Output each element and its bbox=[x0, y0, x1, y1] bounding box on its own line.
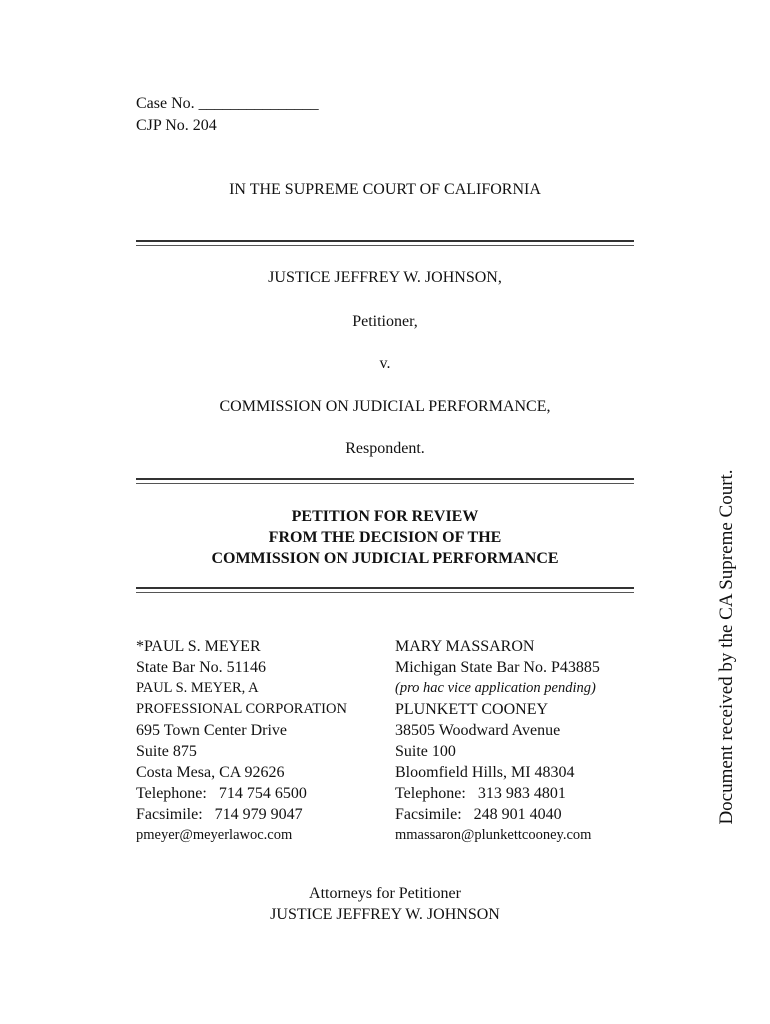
attorney-city: Bloomfield Hills, MI 48304 bbox=[395, 764, 575, 781]
attorney-firm: PLUNKETT COONEY bbox=[395, 701, 549, 718]
attorney-firm-line-2: PROFESSIONAL CORPORATION bbox=[136, 701, 347, 717]
petitioner-role: Petitioner, bbox=[352, 313, 418, 330]
document-title-line-2: FROM THE DECISION OF THE bbox=[268, 529, 502, 546]
attorney-note: (pro hac vice application pending) bbox=[395, 680, 596, 696]
divider-1b bbox=[136, 245, 634, 246]
attorney-address-2: Suite 875 bbox=[136, 743, 197, 760]
attorney-address-1: 38505 Woodward Avenue bbox=[395, 722, 561, 739]
petitioner-name: JUSTICE JEFFREY W. JOHNSON, bbox=[268, 269, 502, 286]
attorney-telephone: Telephone: 714 754 6500 bbox=[136, 785, 307, 802]
divider-2b bbox=[136, 483, 634, 484]
divider-3b bbox=[136, 592, 634, 593]
attorney-name: MARY MASSARON bbox=[395, 638, 535, 655]
respondent-name: COMMISSION ON JUDICIAL PERFORMANCE, bbox=[219, 398, 551, 415]
divider-1 bbox=[136, 240, 634, 242]
attorney-facsimile: Facsimile: 714 979 9047 bbox=[136, 806, 303, 823]
attorneys-for-label: Attorneys for Petitioner bbox=[309, 885, 461, 902]
cjp-number: CJP No. 204 bbox=[136, 117, 217, 134]
document-title-line-3: COMMISSION ON JUDICIAL PERFORMANCE bbox=[211, 550, 559, 567]
attorney-email: pmeyer@meyerlawoc.com bbox=[136, 827, 293, 843]
attorney-bar-number: State Bar No. 51146 bbox=[136, 659, 267, 676]
versus: v. bbox=[379, 355, 391, 372]
attorney-block-left bbox=[136, 636, 347, 846]
received-stamp: Document received by the CA Supreme Court. bbox=[716, 469, 737, 825]
case-number: Case No. _______________ bbox=[136, 95, 319, 112]
attorney-bar-number: Michigan State Bar No. P43885 bbox=[395, 659, 600, 676]
attorney-block-right bbox=[395, 636, 600, 846]
attorneys-for-client: JUSTICE JEFFREY W. JOHNSON bbox=[270, 906, 500, 923]
court-name: IN THE SUPREME COURT OF CALIFORNIA bbox=[229, 181, 541, 198]
attorney-city: Costa Mesa, CA 92626 bbox=[136, 764, 285, 781]
attorney-facsimile: Facsimile: 248 901 4040 bbox=[395, 806, 562, 823]
divider-2 bbox=[136, 478, 634, 480]
attorney-telephone: Telephone: 313 983 4801 bbox=[395, 785, 566, 802]
attorney-firm-line-1: PAUL S. MEYER, A bbox=[136, 680, 259, 696]
respondent-role: Respondent. bbox=[345, 440, 425, 457]
attorney-address-2: Suite 100 bbox=[395, 743, 456, 760]
divider-3 bbox=[136, 587, 634, 589]
attorney-name: *PAUL S. MEYER bbox=[136, 638, 261, 655]
document-title-line-1: PETITION FOR REVIEW bbox=[291, 508, 479, 525]
attorney-email: mmassaron@plunkettcooney.com bbox=[395, 827, 592, 843]
attorney-address-1: 695 Town Center Drive bbox=[136, 722, 287, 739]
